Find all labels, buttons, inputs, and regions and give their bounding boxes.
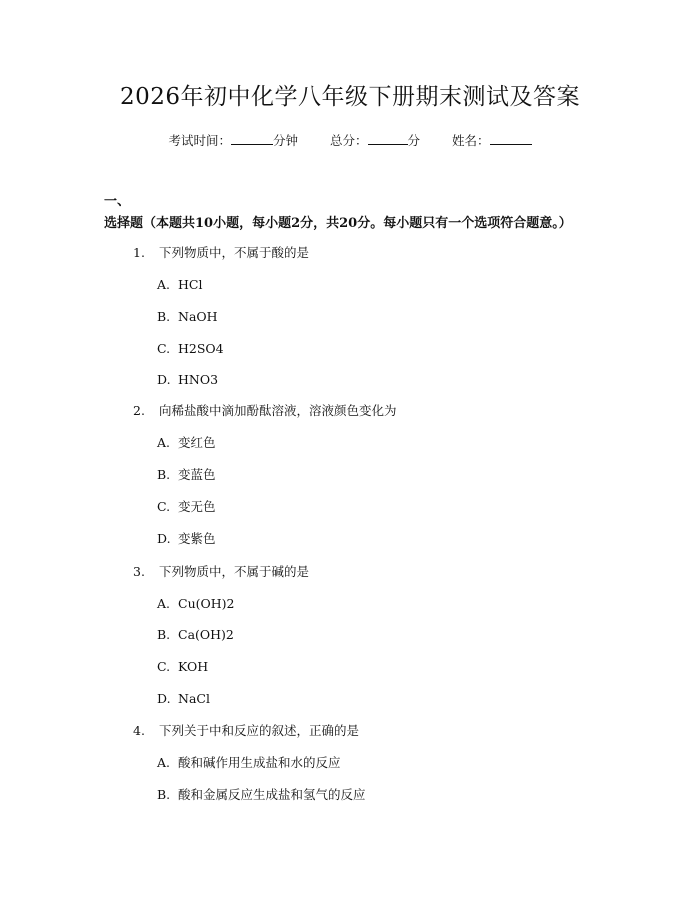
option-letter: D.: [157, 531, 171, 546]
question-text: 下列物质中，不属于酸的是: [159, 245, 310, 260]
question-number: 3.: [133, 564, 145, 579]
option-text: 变紫色: [178, 531, 216, 546]
q1-option-c: [157, 340, 224, 358]
time-field: [168, 132, 298, 150]
option-text: NaOH: [178, 309, 218, 324]
question-2: [133, 402, 397, 420]
option-letter: C.: [157, 341, 171, 356]
question-text: 向稀盐酸中滴加酚酞溶液，溶液颜色变化为: [159, 403, 397, 418]
question-number: 1.: [133, 245, 145, 260]
option-letter: B.: [157, 309, 171, 324]
question-text: 下列关于中和反应的叙述，正确的是: [159, 723, 360, 738]
exam-title: 2026年初中化学八年级下册期末测试及答案: [119, 84, 581, 110]
time-unit: 分钟: [272, 133, 298, 148]
option-text: HNO3: [178, 372, 219, 387]
option-text: H2SO4: [178, 341, 224, 356]
exam-meta: [0, 132, 700, 150]
q3-option-d: [157, 690, 210, 708]
question-number: 2.: [133, 403, 145, 418]
section-number: 一、: [104, 194, 131, 209]
option-text: HCl: [178, 277, 203, 292]
section-text: 选择题（本题共10小题，每小题2分，共20分。每小题只有一个选项符合题意。）: [104, 216, 572, 231]
name-field: [452, 132, 532, 150]
option-text: 变红色: [178, 435, 216, 450]
question-number: 4.: [133, 723, 145, 738]
question-4: [133, 722, 359, 740]
score-blank: [368, 132, 408, 145]
q2-option-d: [157, 530, 216, 548]
name-label: 姓名：: [452, 133, 490, 148]
option-letter: C.: [157, 499, 171, 514]
option-text: 酸和金属反应生成盐和氢气的反应: [178, 787, 366, 802]
time-label: 考试时间：: [168, 133, 231, 148]
q3-option-a: [157, 595, 234, 613]
option-text: 变无色: [178, 499, 216, 514]
option-letter: A.: [157, 755, 171, 770]
option-letter: B.: [157, 787, 171, 802]
option-letter: A.: [157, 596, 171, 611]
q2-option-c: [157, 498, 216, 516]
name-blank: [490, 132, 532, 145]
q3-option-b: [157, 626, 234, 644]
option-text: Ca(OH)2: [178, 627, 234, 642]
option-text: NaCl: [178, 691, 210, 706]
score-label: 总分：: [329, 133, 368, 148]
question-1: [133, 244, 309, 262]
option-text: Cu(OH)2: [178, 596, 235, 611]
time-blank: [231, 132, 273, 145]
q1-option-d: [157, 371, 218, 389]
option-letter: C.: [157, 659, 171, 674]
q4-option-a: [157, 754, 341, 772]
score-field: [330, 132, 420, 150]
q2-option-a: [157, 434, 216, 452]
option-text: KOH: [178, 659, 209, 674]
q4-option-b: [157, 786, 366, 804]
option-letter: D.: [157, 372, 171, 387]
section-heading: [104, 191, 604, 235]
q1-option-a: [157, 276, 202, 294]
option-letter: B.: [157, 627, 171, 642]
option-letter: A.: [157, 435, 171, 450]
option-text: 变蓝色: [178, 467, 216, 482]
option-text: 酸和碱作用生成盐和水的反应: [178, 755, 341, 770]
option-letter: B.: [157, 467, 171, 482]
option-letter: D.: [157, 691, 171, 706]
q1-option-b: [157, 308, 218, 326]
option-letter: A.: [157, 277, 171, 292]
q3-option-c: [157, 658, 208, 676]
question-3: [133, 563, 309, 581]
score-unit: 分: [407, 133, 421, 148]
q2-option-b: [157, 466, 216, 484]
question-text: 下列物质中，不属于碱的是: [159, 564, 310, 579]
